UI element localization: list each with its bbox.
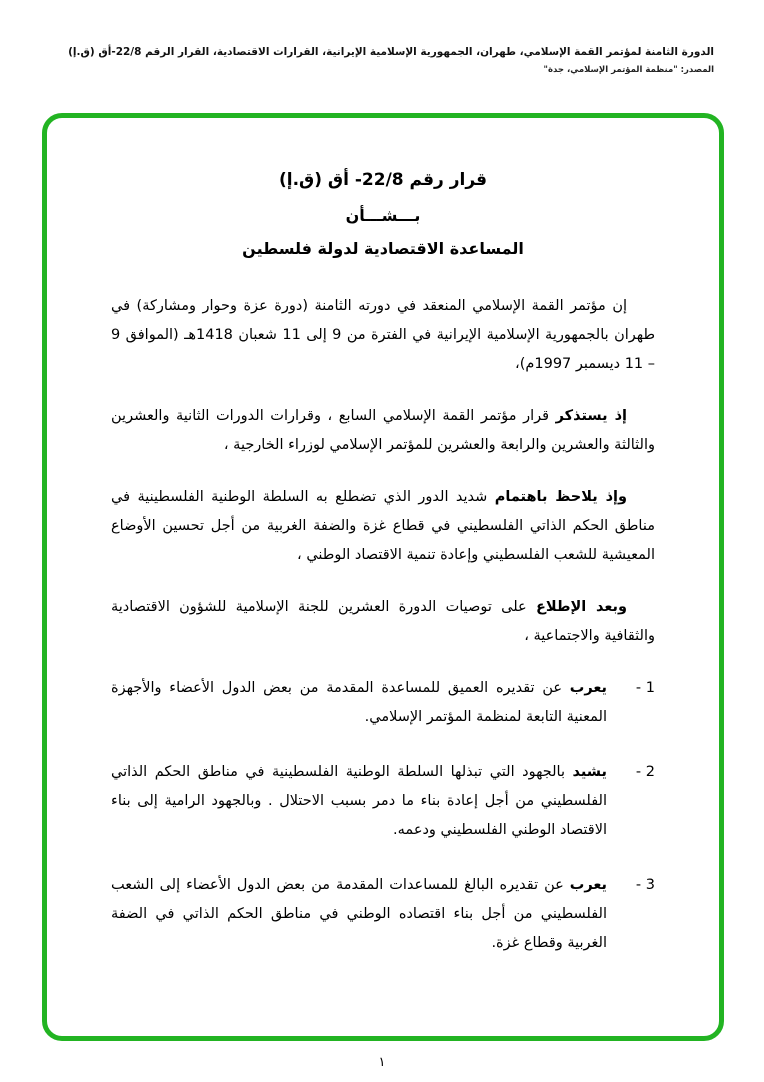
recalling-paragraph xyxy=(111,402,655,460)
paragraph-lead: وبعد الإطلاع xyxy=(535,599,627,615)
item-text xyxy=(111,871,607,958)
resolution-number-title: قرار رقم 22/8- أق (ق.إ) xyxy=(278,170,488,190)
item-number: - 1 xyxy=(635,680,655,696)
item-lead: يعرب xyxy=(569,877,607,893)
page-number: ١ xyxy=(378,1055,386,1070)
paragraph-text: على توصيات الدورة العشرين للجنة الإسلامية للشؤون الاقتصادية والثقافية والاجتماعية ، xyxy=(111,599,655,644)
paragraph-text: شديد الدور الذي تضطلع به السلطة الوطنية الفلسطينية في مناطق الحكم الذاتي الفلسطيني في قطاع غزة والضفة الغربية من أجل تحسين الأوضاع المعيشية للشعب الفلسطيني وإعادة تنمية الاقتصاد الوطني ، xyxy=(111,489,655,563)
operative-items xyxy=(111,674,655,958)
document-frame xyxy=(42,113,724,1041)
item-lead: يشيد xyxy=(572,764,607,780)
header-citation: الدورة الثامنة لمؤتمر القمة الإسلامي، طهران، الجمهورية الإسلامية الإيرانية، القرارات الاقتصادية، القرار الرقم 22/8-أق (ق.إ) xyxy=(68,46,714,58)
paragraph-text: إن مؤتمر القمة الإسلامي المنعقد في دورته الثامنة (دورة عزة وحوار ومشاركة) في طهران بالجمهورية الإسلامية الإيرانية في الفترة من 9 إلى 11 شعبان 1418هـ (الموافق 9 – 11 ديسمبر 1997م)، xyxy=(111,298,655,372)
document-header xyxy=(30,46,714,75)
preamble-paragraph xyxy=(111,292,655,379)
having-reviewed-paragraph xyxy=(111,593,655,651)
item-text xyxy=(111,674,607,732)
title-subject: المساعدة الاقتصادية لدولة فلسطين xyxy=(242,239,524,258)
title-regarding: بـــشـــأن xyxy=(345,206,421,225)
noting-paragraph xyxy=(111,483,655,570)
resolution-item-1 xyxy=(111,674,655,732)
paragraph-lead: إذ يستذكر xyxy=(555,408,627,424)
header-source: المصدر: "منظمة المؤتمر الإسلامي، جدة" xyxy=(543,65,714,75)
resolution-item-2 xyxy=(111,758,655,845)
paragraph-lead: وإذ يلاحظ باهتمام xyxy=(494,489,627,505)
item-rest: بالجهود التي تبذلها السلطة الوطنية الفلسطينية في مناطق الحكم الذاتي الفلسطيني من أجل إعادة بناء ما دمر بسبب الاحتلال . وبالجهود الرامية إلى بناء الاقتصاد الوطني الفلسطيني ودعمه. xyxy=(111,764,607,838)
item-lead: يعرب xyxy=(569,680,607,696)
item-rest: عن تقديره العميق للمساعدة المقدمة من بعض الدول الأعضاء والأجهزة المعنية التابعة لمنظمة المؤتمر الإسلامي. xyxy=(111,680,607,725)
paragraph-text: قرار مؤتمر القمة الإسلامي السابع ، وقرارات الدورات الثانية والعشرين والثالثة والعشرين والرابعة والعشرين للمؤتمر الإسلامي لوزراء الخارجية ، xyxy=(111,408,655,453)
item-text xyxy=(111,758,607,845)
item-number: - 3 xyxy=(635,877,655,893)
title-block xyxy=(111,170,655,258)
item-rest: عن تقديره البالغ للمساعدات المقدمة من بعض الدول الأعضاء إلى الشعب الفلسطيني من أجل بناء اقتصاده الوطني في مناطق الحكم الذاتي في الضفة الغربية وقطاع غزة. xyxy=(111,877,607,951)
document-body xyxy=(111,292,655,958)
page-footer xyxy=(0,1055,764,1070)
item-number: - 2 xyxy=(635,764,655,780)
resolution-item-3 xyxy=(111,871,655,958)
